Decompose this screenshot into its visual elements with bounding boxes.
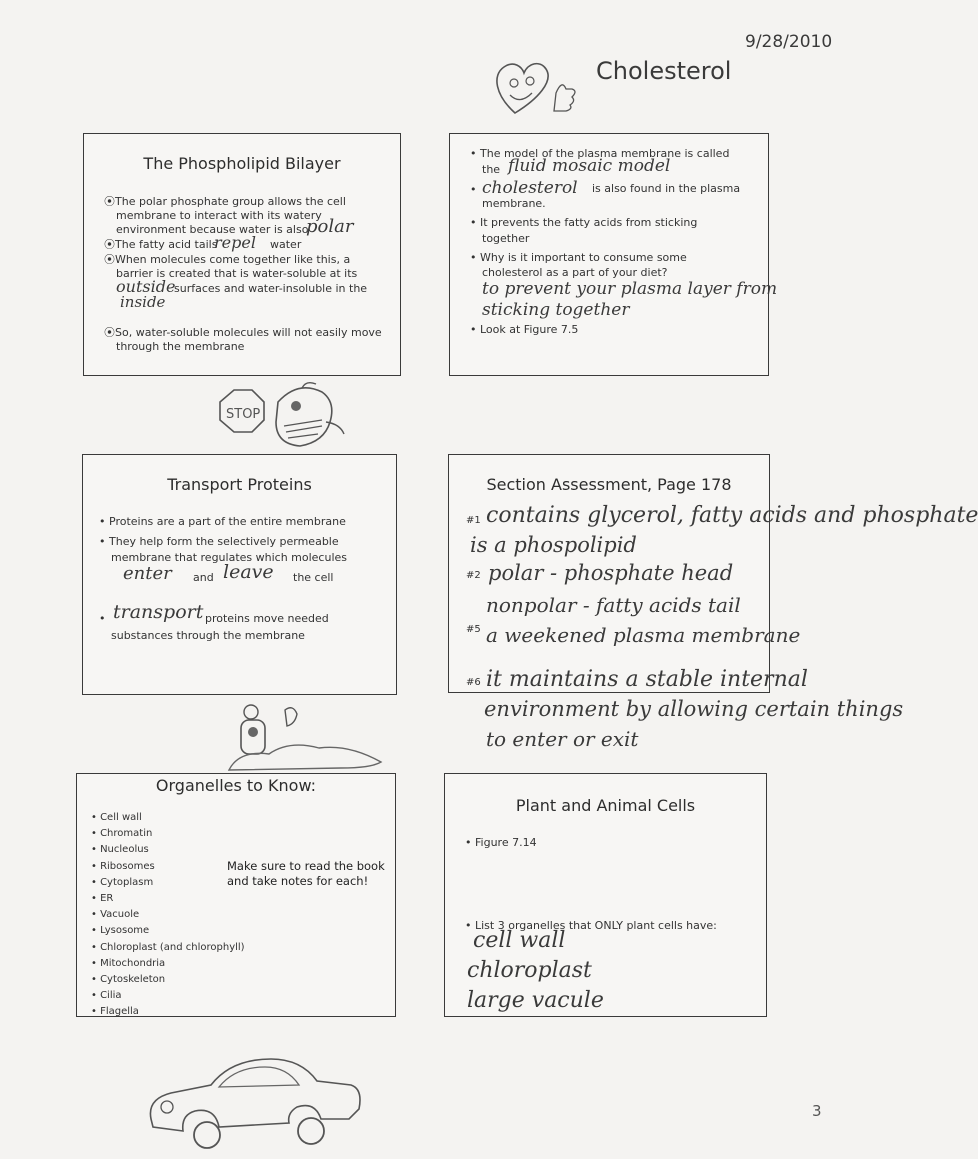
svg-text:STOP: STOP — [226, 407, 261, 422]
handwritten-answer: outside — [116, 277, 176, 296]
date-stamp: 9/28/2010 — [745, 32, 833, 52]
organelle-list-item: • Mitochondria — [91, 957, 166, 969]
bullet-text: • It prevents the fatty acids from sticking — [470, 216, 698, 229]
bullet-text: cholesterol as a part of your diet? — [482, 266, 668, 279]
handwritten-answer: a weekened plasma membrane — [486, 623, 801, 647]
instruction-note: Make sure to read the book — [227, 859, 385, 873]
page-number: 3 — [812, 1102, 822, 1120]
organelle-list-item: • Cytoskeleton — [91, 974, 166, 985]
slide-title: The Phospholipid Bilayer — [143, 154, 341, 173]
handwritten-answer: fluid mosaic model — [508, 156, 671, 176]
bullet-text: the cell — [293, 571, 334, 584]
bullet-text: together — [482, 232, 530, 245]
organelle-list-item: • Chromatin — [91, 828, 153, 840]
instruction-note: and take notes for each! — [227, 874, 369, 888]
bullet-text: • — [99, 612, 106, 625]
handwritten-answer: enter — [123, 563, 172, 584]
handwritten-answer: it maintains a stable internal — [486, 667, 808, 692]
bullet-text: ⦿The polar phosphate group allows the cell — [104, 195, 346, 208]
organelle-list-item: • Cell wall — [91, 812, 142, 823]
handwritten-answer: environment by allowing certain things — [484, 697, 904, 721]
slide-plant-animal-cells — [444, 773, 767, 1017]
handwritten-answer: cholesterol — [482, 178, 578, 198]
handwritten-answer: transport — [113, 601, 204, 623]
slide-title: Plant and Animal Cells — [515, 796, 696, 815]
organelle-list-item: • Cilia — [91, 990, 122, 1002]
robot-cloud-doodle-icon — [225, 700, 395, 775]
bullet-text: is also found in the plasma — [592, 182, 741, 195]
handwritten-answer: inside — [120, 293, 166, 311]
bullet-text: • List 3 organelles that ONLY plant cells have: — [465, 919, 717, 932]
answer-label: #2 — [466, 570, 481, 581]
cholesterol-caption: Cholesterol — [596, 57, 732, 85]
bullet-text: • Look at Figure 7.5 — [470, 323, 579, 336]
organelle-list-item: • Flagella — [91, 1006, 139, 1018]
organelle-list-item: • Ribosomes — [91, 860, 155, 872]
bullet-text: • Why is it important to consume some — [470, 251, 687, 264]
bullet-text: environment because water is also — [116, 223, 309, 236]
slide-title: Organelles to Know: — [155, 776, 317, 795]
bullet-text: membrane to interact with its watery — [116, 209, 322, 222]
handwritten-answer: polar — [306, 216, 354, 237]
bullet-text: • Figure 7.14 — [465, 836, 537, 849]
organelle-list-item: • Nucleolus — [91, 844, 149, 856]
bullet-text: ⦿When molecules come together like this, a — [104, 253, 351, 266]
handwritten-answer: contains glycerol, fatty acids and phosphate — [486, 503, 978, 528]
handwritten-answer: repel — [214, 233, 256, 252]
handwritten-answer: chloroplast — [467, 958, 592, 983]
bullet-text: membrane that regulates which molecules — [111, 551, 348, 564]
handwritten-answer: polar - phosphate head — [488, 561, 734, 585]
bullet-text: surfaces and water-insoluble in the — [174, 282, 368, 295]
handwritten-answer: to enter or exit — [486, 727, 639, 751]
slide-cholesterol — [449, 133, 778, 376]
bullet-text: substances through the membrane — [111, 629, 305, 642]
bullet-text: and — [193, 571, 214, 584]
handwritten-answer: is a phospolipid — [470, 533, 637, 557]
car-doodle-icon — [145, 1055, 360, 1150]
handwritten-answer: to prevent your plasma layer from — [482, 279, 778, 299]
bullet-text: barrier is created that is water-soluble at its — [116, 267, 358, 280]
bullet-text: • The model of the plasma membrane is called — [470, 147, 730, 160]
slide-phospholipid-bilayer — [83, 133, 401, 376]
heart-doodle-icon — [490, 55, 590, 120]
bullet-text: • Proteins are a part of the entire membrane — [99, 515, 346, 528]
slide-title: Transport Proteins — [167, 475, 312, 494]
organelle-list-item: • ER — [91, 893, 114, 904]
organelle-list-item: • Cytoplasm — [91, 876, 154, 888]
bullet-text: ⦿The fatty acid tails — [104, 238, 218, 251]
handwritten-answer: large vacule — [467, 988, 604, 1013]
answer-label: #5 — [466, 624, 481, 635]
organelle-list-item: • Vacuole — [91, 909, 140, 921]
robot-stop-sign-doodle-icon — [208, 382, 358, 457]
bullet-text: membrane. — [482, 197, 546, 210]
answer-label: #1 — [466, 515, 481, 526]
bullet-text: proteins move needed — [205, 612, 329, 625]
slide-transport-proteins — [82, 454, 397, 695]
handwritten-answer: leave — [223, 561, 274, 583]
slide-title: Section Assessment, Page 178 — [486, 475, 732, 494]
handwritten-answer: sticking together — [482, 300, 630, 320]
bullet-text: • — [470, 183, 477, 196]
bullet-text: ⦿So, water-soluble molecules will not easily move — [104, 326, 382, 339]
handwritten-answer: nonpolar - fatty acids tail — [486, 593, 741, 617]
organelle-list-item: • Chloroplast (and chlorophyll) — [91, 941, 245, 953]
bullet-text: • They help form the selectively permeable — [99, 535, 339, 548]
bullet-text: the — [482, 163, 501, 176]
answer-label: #6 — [466, 677, 481, 688]
slide-organelles — [76, 773, 396, 1017]
bullet-text: through the membrane — [116, 340, 245, 353]
handwritten-answer: cell wall — [473, 928, 566, 953]
bullet-text: water — [270, 238, 302, 251]
organelle-list-item: • Lysosome — [91, 925, 150, 937]
